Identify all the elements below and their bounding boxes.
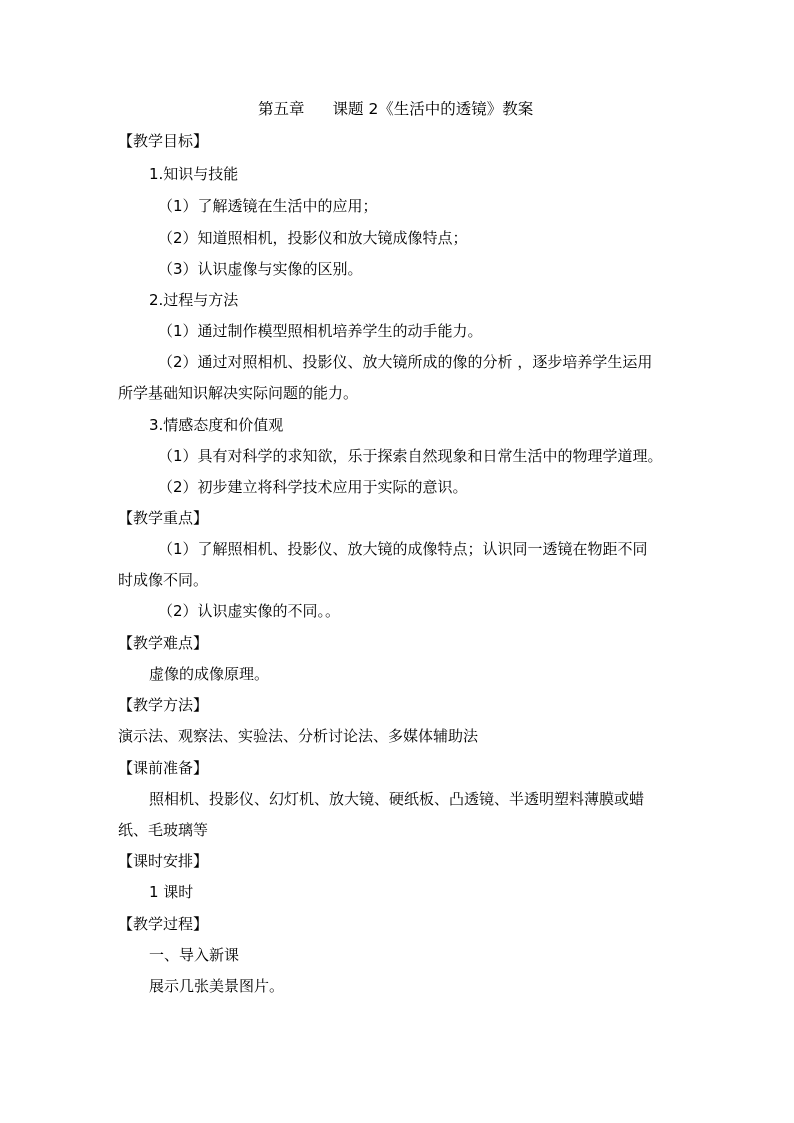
objective-item-continued: 所学基础知识解决实际问题的能力。 — [118, 384, 359, 402]
process-step-title: 一、导入新课 — [149, 946, 240, 964]
key-point-line-continued: 时成像不同。 — [118, 571, 209, 589]
methods-heading: 【教学方法】 — [118, 696, 209, 714]
objective-item: （2）知道照相机，投影仪和放大镜成像特点； — [158, 229, 468, 247]
process-step-text: 展示几张美景图片。 — [149, 977, 285, 995]
key-point-line: （2）认识虚实像的不同。。 — [158, 602, 341, 620]
objective-item: （1）了解透镜在生活中的应用； — [158, 197, 378, 215]
schedule-text: 1 课时 — [149, 883, 194, 901]
difficulty-heading: 【教学难点】 — [118, 634, 209, 652]
preparation-line-continued: 纸、毛玻璃等 — [118, 821, 209, 839]
key-point-line: （1）了解照相机、投影仪、放大镜的成像特点；认识同一透镜在物距不同 — [158, 540, 648, 558]
title-topic: 课题 2《生活中的透镜》教案 — [332, 100, 534, 118]
objective-item: （2）通过对照相机、投影仪、放大镜所成的像的分析 ，逐步培养学生运用 — [158, 353, 653, 371]
title-chapter: 第五章 — [258, 100, 305, 118]
objective-item: （2）初步建立将科学技术应用于实际的意识。 — [158, 478, 468, 496]
objectives-section-3-title: 3.情感态度和价值观 — [149, 416, 284, 434]
objectives-section-1-title: 1.知识与技能 — [149, 165, 239, 183]
objective-item: （1）具有对科学的求知欲，乐于探索自然现象和日常生活中的物理学道理。 — [158, 447, 663, 465]
preparation-line: 照相机、投影仪、幻灯机、放大镜、硬纸板、凸透镜、半透明塑料薄膜或蜡 — [149, 790, 645, 808]
key-points-heading: 【教学重点】 — [118, 509, 209, 527]
objectives-heading: 【教学目标】 — [118, 132, 209, 150]
process-heading: 【教学过程】 — [118, 915, 209, 933]
objectives-section-2-title: 2.过程与方法 — [149, 291, 239, 309]
page-title — [258, 99, 533, 119]
preparation-heading: 【课前准备】 — [118, 759, 209, 777]
methods-text: 演示法、观察法、实验法、分析讨论法、多媒体辅助法 — [118, 727, 479, 745]
objective-item: （3）认识虚像与实像的区别。 — [158, 260, 363, 278]
objective-item: （1）通过制作模型照相机培养学生的动手能力。 — [158, 322, 483, 340]
schedule-heading: 【课时安排】 — [118, 852, 209, 870]
difficulty-text: 虚像的成像原理。 — [149, 665, 270, 683]
